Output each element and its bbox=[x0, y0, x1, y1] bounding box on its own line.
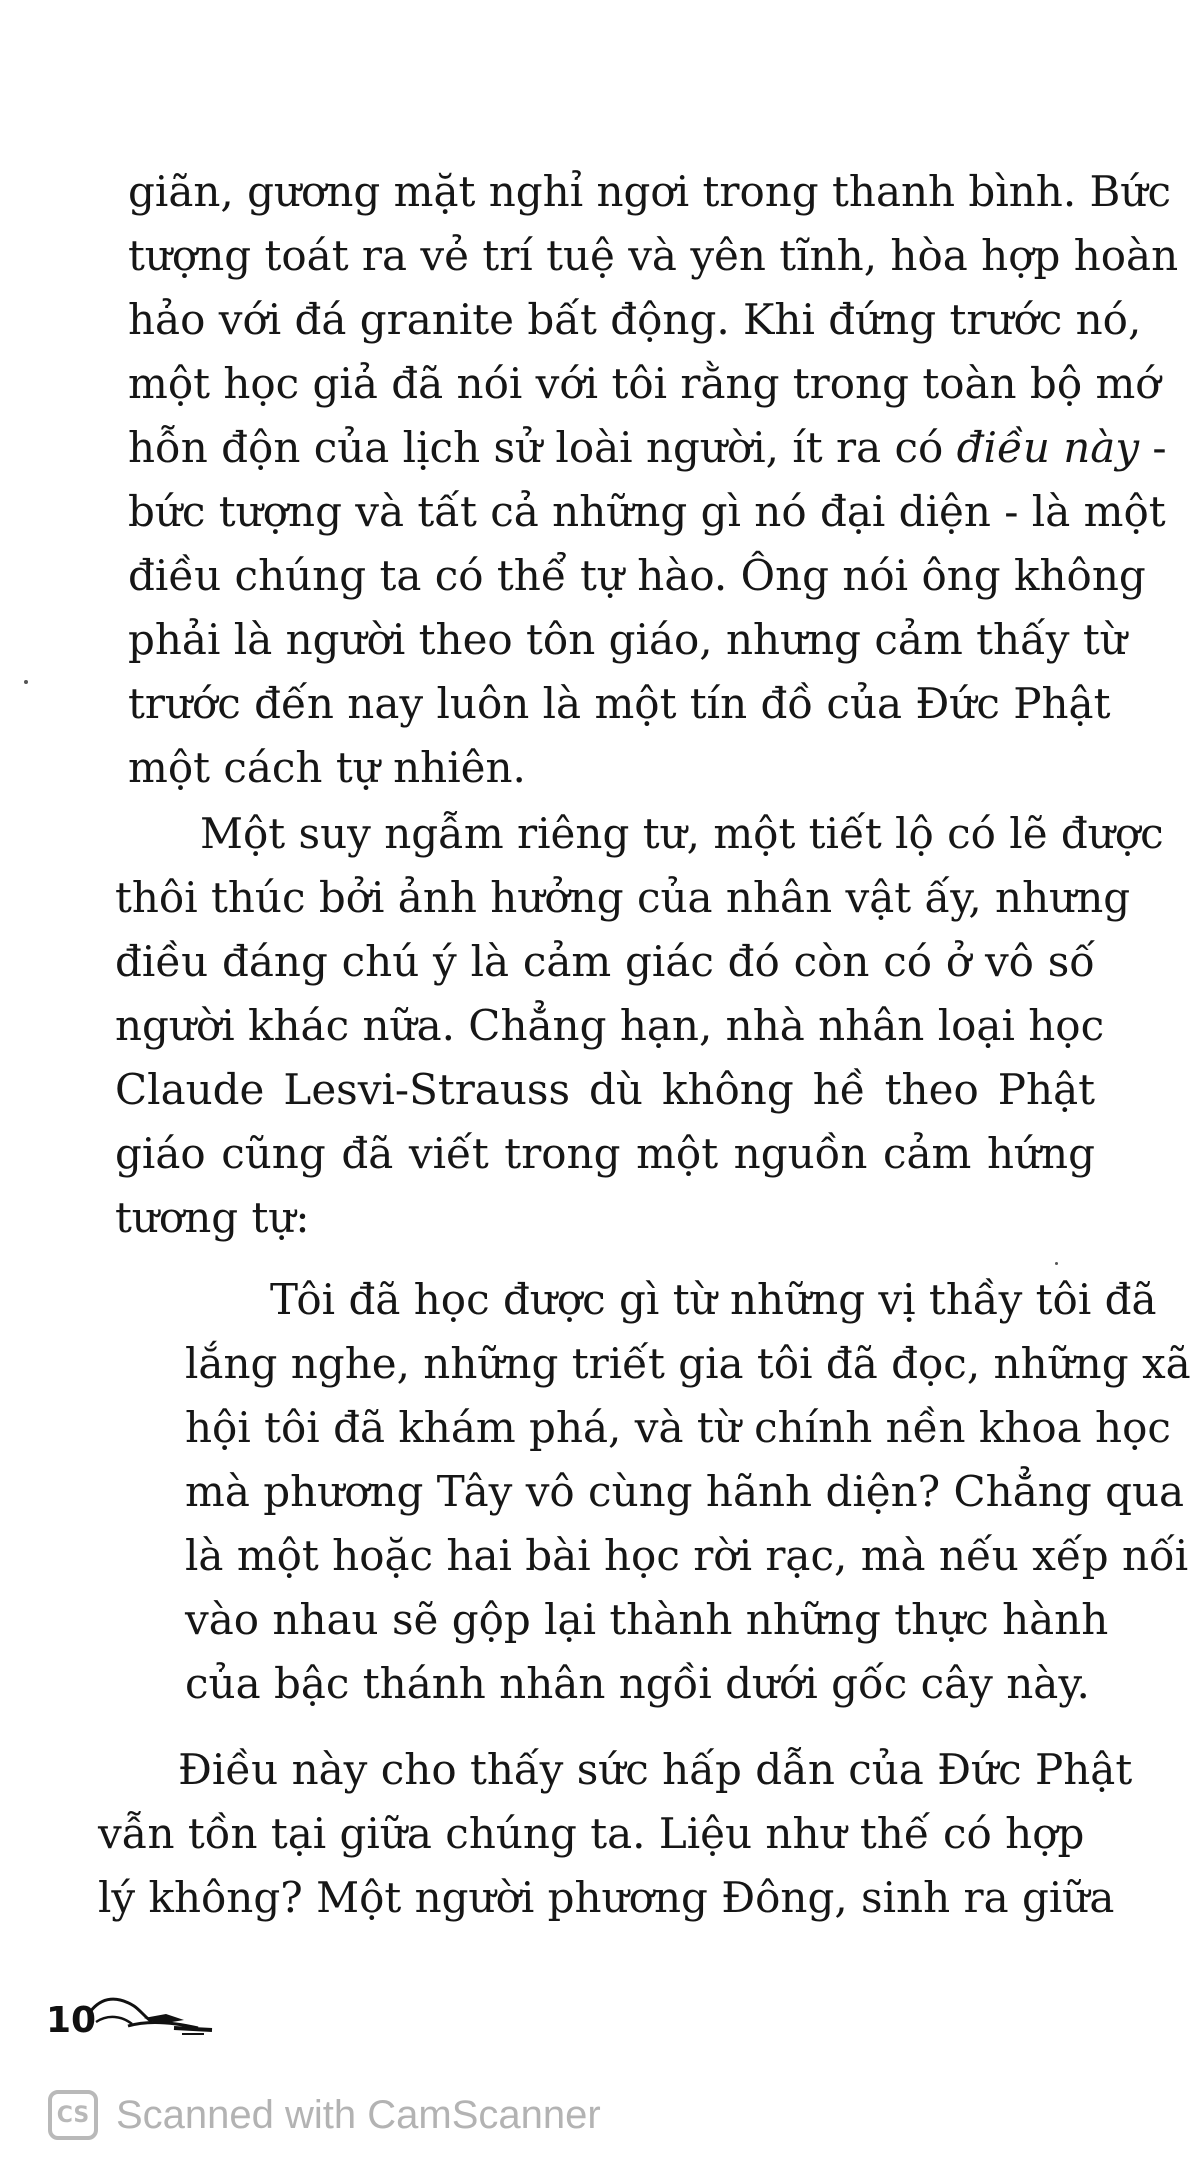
text-line: bức tượng và tất cả những gì nó đại diện - là một bbox=[128, 487, 1166, 536]
text-line: thôi thúc bởi ảnh hưởng của nhân vật ấy, nhưng bbox=[115, 873, 1131, 922]
text-line: điều chúng ta có thể tự hào. Ông nói ông không bbox=[128, 551, 1146, 600]
text-line: tương tự: bbox=[115, 1193, 310, 1242]
page-number: 10 bbox=[46, 2000, 97, 2041]
text-line: Claude Lesvi-Strauss dù không hề theo Phật bbox=[115, 1065, 1095, 1114]
text-line: phải là người theo tôn giáo, nhưng cảm thấy từ bbox=[128, 615, 1127, 664]
text-line: Điều này cho thấy sức hấp dẫn của Đức Phật bbox=[178, 1745, 1133, 1794]
text-line: điều đáng chú ý là cảm giác đó còn có ở vô số bbox=[115, 937, 1095, 986]
text-line: giãn, gương mặt nghỉ ngơi trong thanh bình. Bức bbox=[128, 167, 1171, 216]
text-segment: hỗn độn của lịch sử loài người, ít ra có bbox=[128, 423, 957, 472]
text-line: trước đến nay luôn là một tín đồ của Đức Phật bbox=[128, 679, 1111, 728]
text-line: hội tôi đã khám phá, và từ chính nền khoa học bbox=[185, 1403, 1171, 1452]
text-line: tượng toát ra vẻ trí tuệ và yên tĩnh, hòa hợp hoàn bbox=[128, 231, 1179, 280]
text-segment: - bbox=[1139, 423, 1167, 472]
text-line bbox=[128, 416, 1167, 480]
scan-speck bbox=[24, 680, 28, 684]
text-line: Tôi đã học được gì từ những vị thầy tôi đã bbox=[270, 1275, 1157, 1324]
scan-speck bbox=[1055, 1262, 1058, 1265]
text-line: lắng nghe, những triết gia tôi đã đọc, những xã bbox=[185, 1339, 1191, 1388]
italic-phrase: điều này bbox=[956, 423, 1140, 472]
text-line: Một suy ngẫm riêng tư, một tiết lộ có lẽ được bbox=[200, 809, 1164, 858]
text-line: một cách tự nhiên. bbox=[128, 743, 526, 792]
text-line: vào nhau sẽ gộp lại thành những thực hành bbox=[185, 1595, 1109, 1644]
text-line: người khác nữa. Chẳng hạn, nhà nhân loại học bbox=[115, 1001, 1105, 1050]
text-line: lý không? Một người phương Đông, sinh ra giữa bbox=[98, 1873, 1115, 1922]
camscanner-watermark bbox=[48, 2088, 601, 2142]
stylized-figure-ornament-icon bbox=[88, 1992, 218, 2038]
text-line: hảo với đá granite bất động. Khi đứng trước nó, bbox=[128, 295, 1142, 344]
camscanner-logo: CS bbox=[48, 2090, 98, 2140]
text-line: một học giả đã nói với tôi rằng trong toàn bộ mớ bbox=[128, 359, 1161, 408]
text-line: giáo cũng đã viết trong một nguồn cảm hứng bbox=[115, 1129, 1095, 1178]
text-line: mà phương Tây vô cùng hãnh diện? Chẳng qua bbox=[185, 1467, 1185, 1516]
text-line: của bậc thánh nhân ngồi dưới gốc cây này. bbox=[185, 1659, 1090, 1708]
text-line: vẫn tồn tại giữa chúng ta. Liệu như thế có hợp bbox=[98, 1809, 1085, 1858]
watermark-text: Scanned with CamScanner bbox=[116, 2092, 601, 2137]
text-line: là một hoặc hai bài học rời rạc, mà nếu xếp nối bbox=[185, 1531, 1189, 1580]
